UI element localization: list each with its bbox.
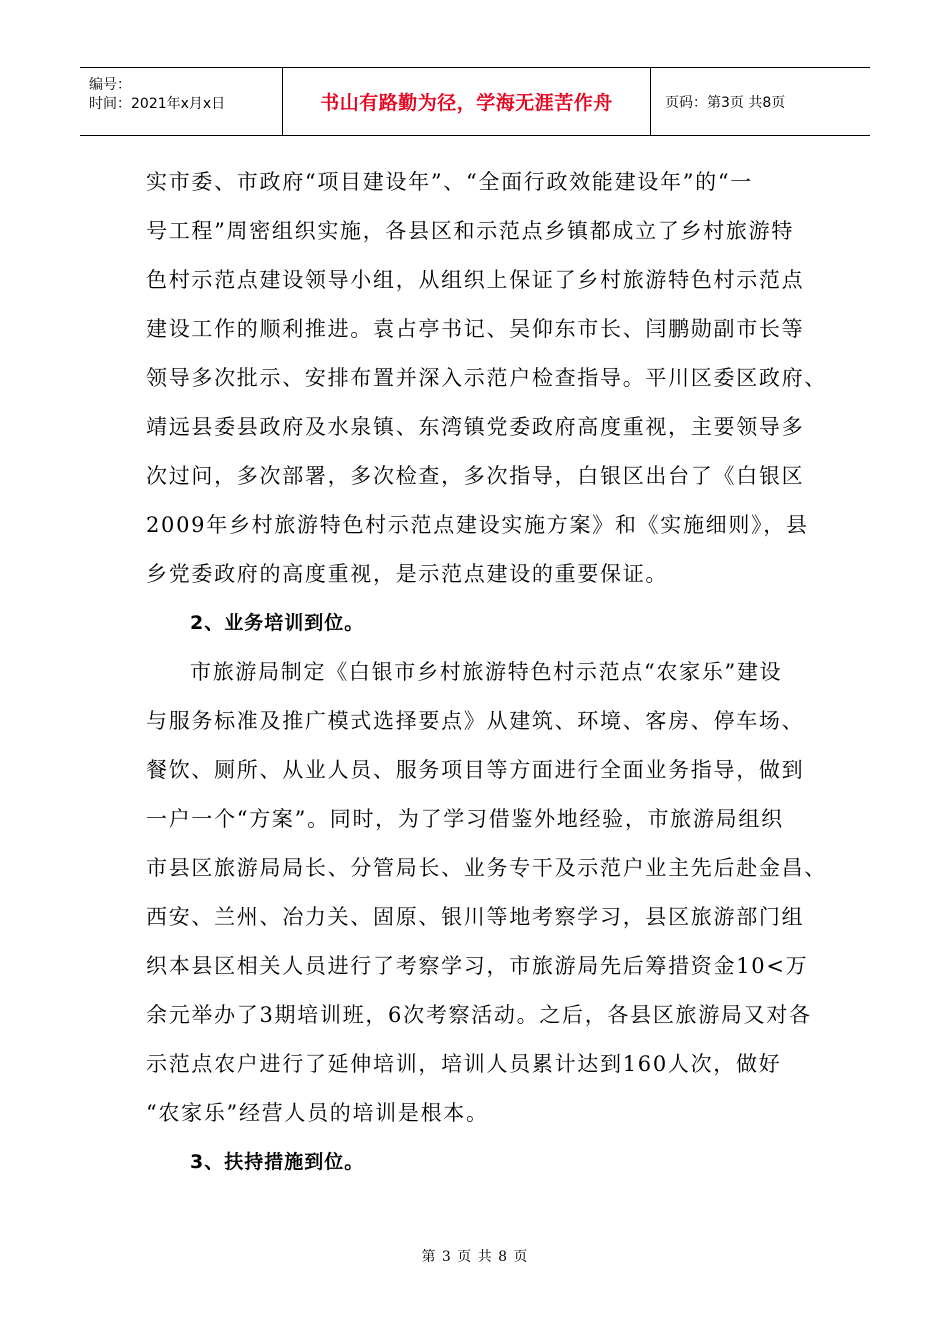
section-heading: 2、业务培训到位。 (190, 612, 365, 634)
paragraph-line: “农家乐”经营人员的培训是根本。 (146, 1101, 489, 1125)
paragraph-line: 2009年乡村旅游特色村示范点建设实施方案》和《实施细则》，县 (146, 513, 809, 537)
paragraph-line: 西安、兰州、冶力关、固原、银川等地考察学习，县区旅游部门组 (146, 905, 805, 929)
page-footer: 第 3 页 共 8 页 (421, 1249, 529, 1265)
header-page-info: 页码：第3页 共8页 (665, 94, 786, 111)
paragraph-line: 市县区旅游局局长、分管局长、业务专干及示范户业主先后赴金昌、 (146, 856, 827, 880)
paragraph-line: 与服务标准及推广模式选择要点》从建筑、环境、客房、停车场、 (146, 709, 805, 733)
paragraph-line: 余元举办了3期培训班，6次考察活动。之后，各县区旅游局又对各 (146, 1003, 812, 1027)
paragraph-line: 乡党委政府的高度重视，是示范点建设的重要保证。 (146, 562, 669, 586)
paragraph-line: 色村示范点建设领导小组，从组织上保证了乡村旅游特色村示范点 (146, 268, 805, 292)
header-motto: 书山有路勤为径，学海无涯苦作舟 (320, 92, 613, 114)
paragraph-line: 建设工作的顺利推进。袁占亭书记、吴仰东市长、闫鹏勋副市长等 (146, 317, 805, 341)
document-time-label: 时间：2021年x月x日 (89, 96, 226, 112)
paragraph-line: 靖远县委县政府及水泉镇、东湾镇党委政府高度重视，主要领导多 (146, 415, 805, 439)
paragraph-line: 次过问，多次部署，多次检查，多次指导，白银区出台了《白银区 (146, 464, 805, 488)
document-header (80, 67, 870, 136)
document-body (146, 158, 827, 1187)
section-heading: 3、扶持措施到位。 (190, 1151, 365, 1173)
paragraph-line: 号工程”周密组织实施，各县区和示范点乡镇都成立了乡村旅游特 (146, 219, 795, 243)
paragraph-line: 市旅游局制定《白银市乡村旅游特色村示范点“农家乐”建设 (190, 660, 783, 684)
document-number-label: 编号： (89, 77, 131, 93)
paragraph-line: 餐饮、厕所、从业人员、服务项目等方面进行全面业务指导，做到 (146, 758, 805, 782)
paragraph-line: 领导多次批示、安排布置并深入示范户检查指导。平川区委区政府、 (146, 366, 827, 390)
header-page-cell (651, 68, 870, 135)
header-meta-cell (80, 68, 283, 135)
paragraph-line: 实市委、市政府“项目建设年”、“全面行政效能建设年”的“一 (146, 170, 753, 194)
paragraph-line: 示范点农户进行了延伸培训，培训人员累计达到160人次，做好 (146, 1052, 782, 1076)
header-motto-cell (283, 68, 651, 135)
paragraph-line: 织本县区相关人员进行了考察学习，市旅游局先后筹措资金10<万 (146, 954, 809, 978)
paragraph-line: 一户一个“方案”。同时，为了学习借鉴外地经验，市旅游局组织 (146, 807, 784, 831)
